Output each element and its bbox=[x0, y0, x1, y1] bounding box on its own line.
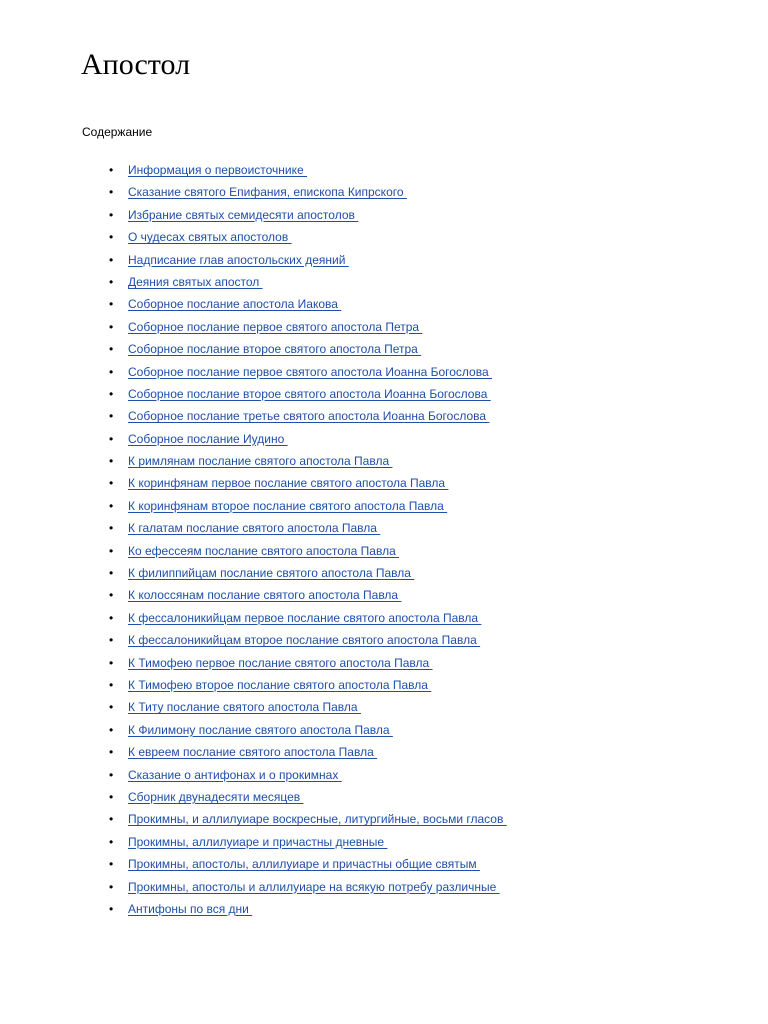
toc-link[interactable]: Соборное послание второе святого апостола Петра bbox=[128, 342, 422, 357]
bullet-icon: • bbox=[109, 207, 114, 222]
bullet-icon: • bbox=[109, 812, 114, 827]
toc-link[interactable]: Соборное послание Иудино bbox=[128, 431, 288, 446]
toc-link[interactable]: Соборное послание первое святого апостола Петра bbox=[128, 319, 423, 334]
toc-link[interactable]: К фессалоникийцам второе послание святого апостола Павла bbox=[128, 633, 481, 648]
toc-link[interactable]: К фессалоникийцам первое послание святого апостола Павла bbox=[128, 610, 482, 625]
bullet-icon: • bbox=[109, 230, 114, 245]
toc-link[interactable]: Соборное послание второе святого апостола Иоанна Богослова bbox=[128, 386, 491, 401]
bullet-icon: • bbox=[109, 319, 114, 334]
bullet-icon: • bbox=[109, 342, 114, 357]
toc-link[interactable]: К Тимофею второе послание святого апостола Павла bbox=[128, 677, 432, 692]
toc-link[interactable]: К Титу послание святого апостола Павла bbox=[128, 700, 361, 715]
toc-heading: Содержание bbox=[82, 125, 153, 139]
bullet-icon: • bbox=[109, 677, 114, 692]
bullet-icon: • bbox=[109, 498, 114, 513]
bullet-icon: • bbox=[109, 409, 114, 424]
toc-link[interactable]: К Филимону послание святого апостола Павла bbox=[128, 722, 393, 737]
toc-link[interactable]: Антифоны по вся дни bbox=[128, 901, 253, 916]
toc-link[interactable]: Прокимны, и аллилуиаре воскресные, литургийные, восьми гласов bbox=[128, 812, 507, 827]
toc-link[interactable]: К колоссянам послание святого апостола Павла bbox=[128, 588, 402, 603]
toc-link[interactable]: Избрание святых семидесяти апостолов bbox=[128, 207, 359, 222]
bullet-icon: • bbox=[109, 834, 114, 849]
toc-link[interactable]: О чудесах святых апостолов bbox=[128, 230, 292, 245]
bullet-icon: • bbox=[109, 767, 114, 782]
bullet-icon: • bbox=[109, 476, 114, 491]
bullet-icon: • bbox=[109, 454, 114, 469]
toc-link[interactable]: К галатам послание святого апостола Павла bbox=[128, 521, 381, 536]
toc-link[interactable]: К филиппийцам послание святого апостола Павла bbox=[128, 566, 415, 581]
page-title: Апостол bbox=[81, 48, 191, 81]
bullet-icon: • bbox=[109, 364, 114, 379]
toc-link[interactable]: Ко ефессеям послание святого апостола Павла bbox=[128, 543, 400, 558]
toc-link[interactable]: К коринфянам первое послание святого апостола Павла bbox=[128, 476, 449, 491]
toc-link[interactable]: Прокимны, аллилуиаре и причастны дневные bbox=[128, 834, 388, 849]
bullet-icon: • bbox=[109, 163, 114, 177]
bullet-icon: • bbox=[109, 633, 114, 648]
toc-link[interactable]: Сборник двунадесяти месяцев bbox=[128, 789, 304, 804]
bullet-icon: • bbox=[109, 566, 114, 581]
bullet-icon: • bbox=[109, 610, 114, 625]
toc-link[interactable]: Соборное послание апостола Иакова bbox=[128, 297, 342, 312]
toc-link[interactable]: Сказание о антифонах и о прокимнах bbox=[128, 767, 342, 782]
bullet-icon: • bbox=[109, 901, 114, 916]
bullet-icon: • bbox=[109, 521, 114, 536]
toc-link[interactable]: Сказание святого Епифания, епископа Кипрского bbox=[128, 185, 407, 200]
bullet-icon: • bbox=[109, 655, 114, 670]
toc-link[interactable]: Прокимны, апостолы, аллилуиаре и причастны общие святым bbox=[128, 857, 480, 872]
toc-link[interactable]: Информация о первоисточнике bbox=[128, 163, 308, 177]
bullet-icon: • bbox=[109, 297, 114, 312]
bullet-icon: • bbox=[109, 588, 114, 603]
bullet-icon: • bbox=[109, 543, 114, 558]
bullet-icon: • bbox=[109, 252, 114, 267]
toc-link[interactable]: Прокимны, апостолы и аллилуиаре на всякую потребу различные bbox=[128, 879, 500, 894]
toc-link[interactable]: К Тимофею первое послание святого апостола Павла bbox=[128, 655, 433, 670]
bullet-icon: • bbox=[109, 789, 114, 804]
bullet-icon: • bbox=[109, 857, 114, 872]
toc-link[interactable]: К римлянам послание святого апостола Павла bbox=[128, 454, 393, 469]
bullet-icon: • bbox=[109, 722, 114, 737]
bullet-icon: • bbox=[109, 431, 114, 446]
bullet-icon: • bbox=[109, 274, 114, 289]
bullet-icon: • bbox=[109, 386, 114, 401]
toc-link[interactable]: Соборное послание первое святого апостола Иоанна Богослова bbox=[128, 364, 492, 379]
bullet-icon: • bbox=[109, 879, 114, 894]
bullet-icon: • bbox=[109, 745, 114, 760]
toc-link[interactable]: К евреем послание святого апостола Павла bbox=[128, 745, 378, 760]
bullet-icon: • bbox=[109, 185, 114, 200]
bullet-icon: • bbox=[109, 700, 114, 715]
toc-link[interactable]: Соборное послание третье святого апостола Иоанна Богослова bbox=[128, 409, 490, 424]
toc-link[interactable]: К коринфянам второе послание святого апостола Павла bbox=[128, 498, 448, 513]
toc-link[interactable]: Деяния святых апостол bbox=[128, 274, 263, 289]
toc-link[interactable]: Надписание глав апостольских деяний bbox=[128, 252, 349, 267]
